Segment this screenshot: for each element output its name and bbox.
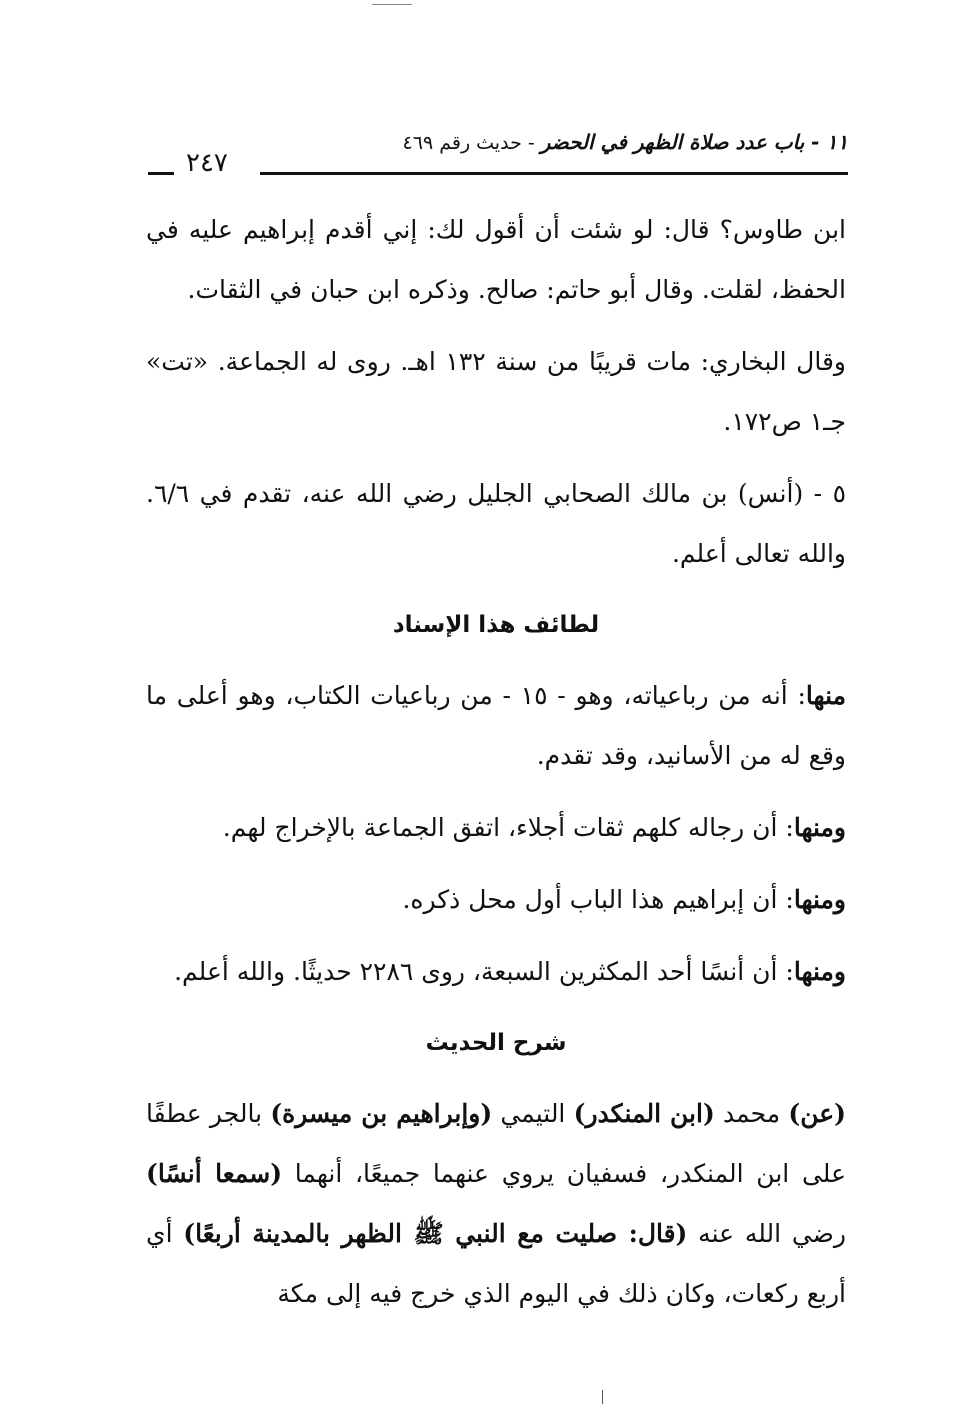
commentary-text: التيمي bbox=[492, 1099, 574, 1128]
paragraph: وقال البخاري: مات قريبًا من سنة ١٣٢ اهـ. روى له الجماعة. «تت» جـ١ ص١٧٢. bbox=[146, 347, 846, 436]
commentary-text: بالجر عطفًا على ابن المنكدر، فسفيان يروي عنهما جميعًا، أنهما bbox=[146, 1099, 847, 1188]
commentary-text: رضي الله عنه bbox=[687, 1219, 846, 1248]
lataif-item bbox=[146, 798, 846, 858]
paragraph: ابن طاوس؟ قال: لو شئت أن أقول لك: إني أقدم إبراهيم عليه في الحفظ، لقلت. وقال أبو حاتم: صالح. وذكره ابن حبان في الثقات. bbox=[146, 215, 846, 304]
header-rule bbox=[260, 172, 848, 175]
section-heading-lataif: لطائف هذا الإسناد bbox=[392, 612, 600, 638]
lataif-text: : أن أنسًا أحد المكثرين السبعة، روى ٢٢٨٦ حديثًا. والله أعلم. bbox=[174, 957, 794, 986]
quoted-text: (عن) bbox=[788, 1099, 847, 1128]
lataif-item bbox=[146, 666, 846, 786]
lataif-item bbox=[146, 870, 846, 930]
chapter-title-text: ١١ - باب عدد صلاة الظهر في الحضر bbox=[540, 130, 848, 154]
page-number: ٢٤٧ bbox=[186, 148, 228, 178]
page-number-dash bbox=[148, 172, 174, 175]
quoted-text: (ابن المنكدر) bbox=[573, 1099, 715, 1128]
scan-mark-bottom bbox=[602, 1390, 603, 1404]
quoted-text: (قال: صليت مع النبي ﷺ الظهر بالمدينة أربعًا) bbox=[183, 1219, 688, 1248]
lataif-lead: منها bbox=[805, 681, 846, 710]
lataif-text: : أن إبراهيم هذا الباب أول محل ذكره. bbox=[402, 885, 794, 914]
lataif-lead: ومنها bbox=[793, 885, 846, 914]
running-header bbox=[148, 130, 848, 178]
commentary-text: محمد bbox=[714, 1099, 789, 1128]
lataif-lead: ومنها bbox=[793, 813, 846, 842]
lataif-text: : أن رجاله كلهم ثقات أجلاء، اتفق الجماعة بالإخراج لهم. bbox=[222, 813, 794, 842]
section-heading-sharh: شرح الحديث bbox=[425, 1030, 567, 1056]
sharh-paragraph bbox=[146, 1084, 846, 1324]
quoted-text: (سمعا أنسًا) bbox=[146, 1159, 283, 1188]
lataif-item bbox=[146, 942, 846, 1002]
paragraph: ٥ - (أنس) بن مالك الصحابي الجليل رضي الله عنه، تقدم في ٦/٦. والله تعالى أعلم. bbox=[146, 479, 846, 568]
lataif-lead: ومنها bbox=[793, 957, 846, 986]
main-text bbox=[146, 200, 846, 1336]
hadith-number: - حديث رقم ٤٦٩ bbox=[402, 132, 541, 154]
chapter-title bbox=[403, 130, 848, 154]
lataif-text: : أنه من رباعياته، وهو - ١٥ - من رباعيات الكتاب، وهو أعلى ما وقع له من الأسانيد، وقد تقدم. bbox=[146, 681, 846, 770]
scan-mark-top bbox=[372, 4, 412, 5]
commentary-text: أي أربع ركعات، وكان ذلك في اليوم الذي خرج فيه إلى مكة bbox=[146, 1219, 846, 1308]
quoted-text: (وإبراهيم بن ميسرة) bbox=[270, 1099, 493, 1128]
